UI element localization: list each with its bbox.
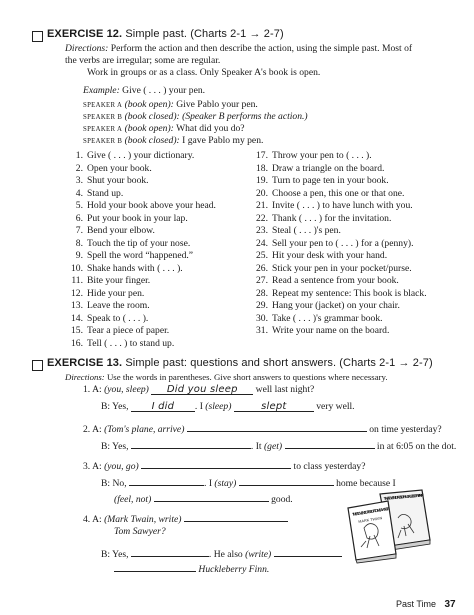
- item-number: 15.: [71, 325, 83, 336]
- item-text: Shake hands with ( . . . ).: [87, 262, 183, 274]
- list-item: [253, 213, 391, 224]
- list-item: [253, 188, 404, 199]
- question-1-b: [101, 401, 355, 413]
- list-item: [68, 213, 188, 224]
- list-item: [68, 250, 193, 261]
- item-text: Hit your desk with your hand.: [272, 250, 388, 261]
- item-text: Leave the room.: [87, 300, 150, 311]
- cue-words: (you, sleep): [104, 384, 149, 395]
- speaker-a: A:: [92, 424, 102, 435]
- sentence-text: in at 6:05 on the dot.: [376, 441, 457, 452]
- page-number: 37: [444, 599, 456, 610]
- directions-label: Directions:: [65, 372, 105, 382]
- item-number: 10.: [71, 262, 83, 274]
- speaker-b: B:: [101, 478, 111, 489]
- item-number: 5.: [75, 200, 83, 211]
- item-text: Spell the word “happened.”: [87, 250, 194, 261]
- item-text: Shut your book.: [87, 175, 149, 186]
- answer-blank[interactable]: [114, 561, 196, 572]
- sentence-text: good.: [271, 494, 293, 505]
- speaker-note: (book closed):: [124, 135, 180, 146]
- list-item: [253, 250, 387, 261]
- exercise-12-topic: Simple past.: [125, 28, 188, 40]
- speaker-note: (book closed):: [124, 111, 180, 122]
- exercise-12-directions-line3: Work in groups or as a class. Only Speaker A's book is open.: [87, 67, 321, 78]
- list-item: [68, 188, 123, 199]
- list-item: [253, 175, 389, 186]
- list-item: [68, 175, 149, 186]
- front-book-author: MARK TWAIN: [358, 516, 383, 524]
- item-number: 17.: [256, 150, 268, 161]
- answer-blank[interactable]: Did you sleep: [151, 384, 253, 395]
- speaker-note: (book open):: [124, 123, 174, 134]
- list-item: [253, 313, 383, 324]
- item-text: Put your book in your lap.: [87, 212, 188, 224]
- dialogue-text: Give Pablo your pen.: [176, 99, 258, 110]
- list-item: [68, 263, 183, 274]
- cue-words: (Mark Twain, write): [104, 514, 182, 525]
- list-item: [253, 325, 389, 336]
- exercise-12-chart-ref: (Charts 2-1 → 2-7): [190, 28, 284, 40]
- dialogue-text: I gave Pablo my pen.: [182, 135, 264, 146]
- item-text: Give ( . . . ) your dictionary.: [87, 150, 195, 161]
- item-number: 27.: [256, 275, 268, 286]
- list-item: [253, 225, 341, 236]
- cue-words: (feel, not): [114, 494, 152, 505]
- exercise-13-checkbox[interactable]: [32, 360, 43, 371]
- cue-words: (write): [245, 549, 272, 560]
- item-text: Invite ( . . . ) to have lunch with you.: [272, 200, 413, 211]
- item-text: Write your name on the board.: [272, 325, 390, 336]
- list-item: [253, 200, 413, 211]
- answer-blank[interactable]: [285, 438, 375, 449]
- speaker-a: A:: [92, 384, 102, 395]
- exercise-13-topic: Simple past: questions and short answers.: [125, 357, 337, 369]
- list-item: [68, 225, 155, 236]
- item-number: 28.: [256, 287, 268, 299]
- item-number: 30.: [256, 312, 268, 324]
- item-text: Open your book.: [87, 162, 152, 174]
- item-text: Thank ( . . . ) for the invitation.: [272, 212, 392, 224]
- question-number: 4.: [83, 514, 91, 525]
- speaker-label: SPEAKER A: [83, 126, 123, 133]
- item-number: 2.: [75, 162, 83, 174]
- item-number: 19.: [256, 175, 268, 186]
- exercise-13-chart-ref: (Charts 2-1 → 2-7): [339, 357, 433, 369]
- item-text: Sell your pen to ( . . . ) for a (penny).: [272, 237, 414, 249]
- item-text: Turn to page ten in your book.: [272, 175, 389, 186]
- sentence-text: very well.: [316, 401, 355, 412]
- dialogue-text: (Speaker B performs the action.): [182, 111, 308, 122]
- example-text: Give ( . . . ) your pen.: [122, 85, 206, 96]
- exercise-12-title: [47, 28, 284, 40]
- speaker-label: SPEAKER A: [83, 102, 123, 109]
- sentence-text: . It: [250, 441, 262, 452]
- item-number: 14.: [71, 312, 83, 324]
- list-item: [68, 288, 144, 299]
- exercise-13-label: EXERCISE 13.: [47, 357, 123, 369]
- response-word: Yes,: [112, 401, 129, 412]
- question-text: on time yesterday?: [369, 424, 442, 435]
- question-text: well last night?: [255, 384, 315, 395]
- item-number: 22.: [256, 212, 268, 224]
- list-item: [253, 275, 399, 286]
- answer-blank[interactable]: [274, 546, 342, 557]
- question-4-b-cont: [114, 561, 269, 576]
- item-text: Tear a piece of paper.: [87, 325, 170, 336]
- exercise-13-title: [47, 357, 433, 369]
- question-number: 2.: [83, 424, 91, 435]
- item-number: 24.: [256, 237, 268, 249]
- list-item: [253, 150, 372, 161]
- item-number: 7.: [75, 225, 83, 236]
- speaker-label: SPEAKER B: [83, 138, 123, 145]
- list-item: [68, 238, 190, 249]
- list-item: [253, 163, 384, 174]
- item-number: 12.: [71, 287, 83, 299]
- item-number: 20.: [256, 187, 268, 199]
- item-text: Steal ( . . . )'s pen.: [272, 225, 341, 236]
- item-text: Bite your finger.: [87, 275, 151, 286]
- question-number: 1.: [83, 384, 91, 395]
- item-text: Hide your pen.: [87, 287, 145, 299]
- item-number: 18.: [256, 162, 268, 174]
- item-text: Choose a pen, this one or that one.: [272, 187, 405, 199]
- item-text: Draw a triangle on the board.: [272, 162, 385, 174]
- item-number: 8.: [75, 237, 83, 249]
- back-book-title: THE ADVENTURES OF HUCKLEBERRY FINN: [383, 492, 424, 501]
- list-item: [253, 263, 412, 274]
- speaker-b: B:: [101, 549, 111, 560]
- answer-blank[interactable]: [187, 421, 367, 432]
- list-item: [253, 288, 427, 299]
- question-4-b: [101, 546, 342, 561]
- cue-words: (stay): [214, 478, 237, 489]
- item-number: 23.: [256, 225, 268, 236]
- item-number: 16.: [71, 337, 83, 349]
- front-book: [348, 501, 396, 563]
- item-number: 3.: [75, 175, 83, 186]
- item-text: Read a sentence from your book.: [272, 275, 399, 286]
- question-3-b-cont: [114, 491, 293, 506]
- response-word: Yes,: [112, 549, 129, 560]
- question-3-a: [83, 458, 365, 473]
- cue-words: (you, go): [104, 461, 139, 472]
- answer-blank[interactable]: [154, 491, 269, 502]
- speaker-a: A:: [92, 514, 102, 525]
- item-number: 29.: [256, 300, 268, 311]
- item-text: Bend your elbow.: [87, 225, 155, 236]
- item-number: 31.: [256, 325, 268, 336]
- exercise-12-directions-line2: the verbs are irregular; some are regular.: [65, 55, 221, 66]
- list-item: [253, 238, 413, 249]
- exercise-12-checkbox[interactable]: [32, 31, 43, 42]
- question-1-a: [83, 384, 314, 396]
- item-number: 1.: [75, 150, 83, 161]
- question-4-a: [83, 511, 288, 526]
- example-label: Example:: [83, 85, 120, 96]
- item-number: 13.: [71, 300, 83, 311]
- directions-text: Use the words in parentheses. Give short answers to questions where necessary.: [106, 372, 388, 382]
- answer-blank[interactable]: [131, 546, 209, 557]
- cue-words: (Tom's plane, arrive): [104, 424, 185, 435]
- answer-blank[interactable]: [239, 475, 334, 486]
- sentence-text: . I: [194, 401, 203, 412]
- item-text: Repeat my sentence: This book is black.: [272, 287, 427, 299]
- item-text: Take ( . . . )'s grammar book.: [272, 312, 383, 324]
- item-text: Touch the tip of your nose.: [87, 237, 191, 249]
- answer-blank[interactable]: [184, 511, 288, 522]
- speaker-b: B:: [101, 401, 111, 412]
- speaker-note: (book open):: [124, 99, 174, 110]
- list-item: [68, 325, 169, 336]
- question-2-a: [83, 421, 442, 436]
- response-word: No,: [112, 478, 127, 489]
- item-text: Tell ( . . . ) to stand up.: [87, 337, 175, 349]
- item-text: Hold your book above your head.: [87, 200, 216, 211]
- answer-blank[interactable]: [131, 438, 251, 449]
- item-text: Stand up.: [87, 187, 124, 199]
- dialogue-line: [83, 135, 263, 148]
- chapter-label: Past Time: [396, 599, 437, 609]
- item-number: 6.: [75, 212, 83, 224]
- list-item: [68, 163, 152, 174]
- cue-words: (sleep): [205, 401, 232, 412]
- answer-blank[interactable]: [129, 475, 204, 486]
- list-item: [68, 275, 150, 286]
- list-item: [253, 300, 400, 311]
- page-footer: [396, 594, 456, 612]
- dialogue-text: What did you do?: [176, 123, 245, 134]
- question-number: 3.: [83, 461, 91, 472]
- speaker-label: SPEAKER B: [83, 114, 123, 121]
- item-number: 4.: [75, 187, 83, 199]
- speaker-b: B:: [101, 441, 111, 452]
- question-text: to class yesterday?: [293, 461, 366, 472]
- sentence-text: . I: [204, 478, 213, 489]
- question-4-title: Tom Sawyer?: [114, 526, 166, 537]
- list-item: [68, 313, 148, 324]
- cue-words: (get): [263, 441, 283, 452]
- item-number: 21.: [256, 200, 268, 211]
- list-item: [68, 150, 194, 161]
- front-book-title: THE ADVENTURES OF TOM SAWYER: [351, 505, 391, 517]
- exercise-13-directions: [65, 371, 388, 383]
- list-item: [68, 200, 216, 211]
- answer-blank[interactable]: I did: [131, 401, 195, 412]
- book-title-text: Huckleberry Finn.: [198, 564, 270, 575]
- item-number: 25.: [256, 250, 268, 261]
- list-item: [68, 300, 150, 311]
- item-text: Stick your pen in your pocket/purse.: [272, 262, 412, 274]
- response-word: Yes,: [112, 441, 129, 452]
- sentence-text: home because I: [336, 478, 396, 489]
- directions-line: Perform the action and then describe the action, using the simple past. Most of: [110, 43, 413, 54]
- item-number: 9.: [75, 250, 83, 261]
- item-number: 26.: [256, 262, 268, 274]
- item-text: Hang your (jacket) on your chair.: [272, 300, 400, 311]
- list-item: [68, 338, 174, 349]
- answer-blank[interactable]: [141, 458, 291, 469]
- directions-label: Directions:: [65, 43, 109, 54]
- exercise-12-label: EXERCISE 12.: [47, 28, 123, 40]
- item-text: Speak to ( . . . ).: [87, 312, 149, 324]
- sentence-text: . He also: [208, 549, 243, 560]
- item-number: 11.: [71, 275, 83, 286]
- books-illustration: [346, 488, 432, 564]
- speaker-a: A:: [92, 461, 102, 472]
- item-text: Throw your pen to ( . . . ).: [272, 150, 372, 161]
- exercise-12-directions: [65, 43, 412, 55]
- example-line: [83, 85, 205, 97]
- answer-blank[interactable]: slept: [234, 401, 314, 412]
- question-2-b: [101, 438, 456, 453]
